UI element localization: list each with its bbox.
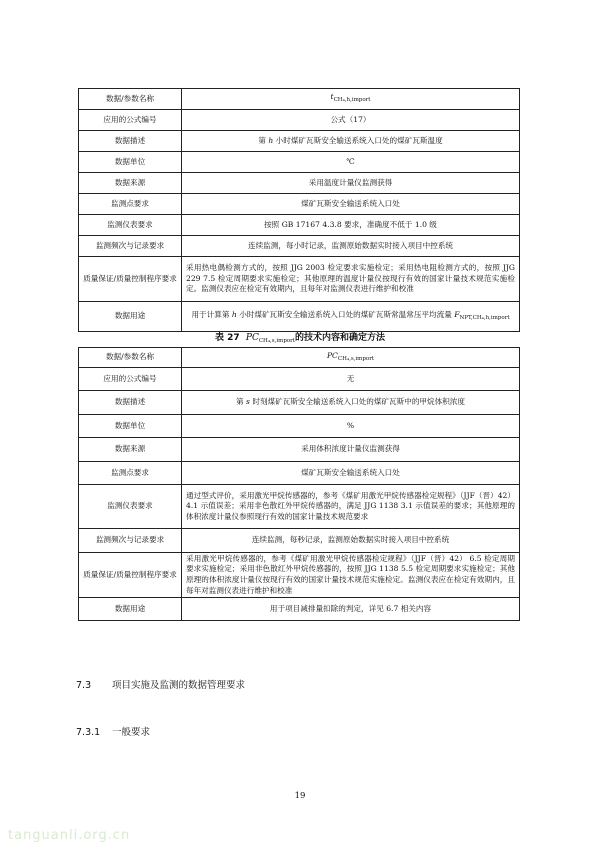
table-row bbox=[79, 257, 520, 302]
row-value: 连续监测，每小时记录，监测原始数据实时接入项目中控系统 bbox=[182, 236, 520, 257]
row-key: 数据单位 bbox=[79, 152, 182, 173]
table-row bbox=[79, 348, 520, 368]
flow-subscript: NPT,CH₄,h,import bbox=[459, 314, 510, 321]
page-number: 19 bbox=[294, 791, 306, 801]
flow-symbol: F bbox=[454, 309, 460, 319]
row-key: 质量保证/质量控制程序要求 bbox=[79, 553, 182, 598]
parameter-table-methane-concentration bbox=[78, 347, 520, 621]
table-row bbox=[79, 302, 520, 332]
subsection-title: 一般要求 bbox=[112, 727, 151, 738]
caption-prefix: 表 27 bbox=[214, 333, 240, 343]
row-key: 数据来源 bbox=[79, 173, 182, 194]
table-row bbox=[79, 415, 520, 438]
section-number: 7.3 bbox=[76, 680, 92, 691]
usage-var: h bbox=[231, 309, 237, 319]
table-row bbox=[79, 391, 520, 415]
row-value: 煤矿瓦斯安全输送系统入口处 bbox=[182, 194, 520, 215]
row-value: % bbox=[182, 415, 520, 438]
desc-pre: 第 bbox=[236, 397, 244, 407]
row-value: ℃ bbox=[182, 152, 520, 173]
table-row bbox=[79, 131, 520, 152]
row-key: 数据描述 bbox=[79, 391, 182, 415]
table-row bbox=[79, 194, 520, 215]
usage-post: 小时煤矿瓦斯安全输送系统入口处的煤矿瓦斯常温常压平均流量 bbox=[239, 309, 452, 319]
symbol-main: t bbox=[330, 92, 334, 102]
desc-post: 时刻煤矿瓦斯安全输送系统入口处的煤矿瓦斯中的甲烷体积浓度 bbox=[252, 397, 465, 407]
table-row bbox=[79, 462, 520, 485]
symbol-subscript: CH₄,s,import bbox=[337, 355, 375, 362]
table-row bbox=[79, 110, 520, 131]
symbol-main: PC bbox=[326, 350, 338, 360]
row-key: 监测仪表要求 bbox=[79, 215, 182, 236]
table-row bbox=[79, 152, 520, 173]
caption-subscript: CH₄,s,import bbox=[258, 338, 296, 344]
subsection-number: 7.3.1 bbox=[76, 727, 101, 738]
row-key: 数据/参数名称 bbox=[79, 348, 182, 368]
parameter-symbol bbox=[182, 89, 520, 110]
desc-var: h bbox=[268, 135, 274, 145]
row-value: 煤矿瓦斯安全输送系统入口处 bbox=[182, 462, 520, 485]
table-row bbox=[79, 368, 520, 391]
table-caption bbox=[0, 330, 600, 344]
row-key: 应用的公式编号 bbox=[79, 110, 182, 131]
section-heading bbox=[76, 677, 245, 691]
symbol-subscript: CH₄,h,import bbox=[333, 97, 371, 104]
row-value: 公式（17） bbox=[182, 110, 520, 131]
row-key: 数据/参数名称 bbox=[79, 89, 182, 110]
row-key: 监测仪表要求 bbox=[79, 485, 182, 529]
row-key: 数据来源 bbox=[79, 438, 182, 462]
section-title: 项目实施及监测的数据管理要求 bbox=[112, 680, 246, 691]
row-value: 采用体积浓度计量仪监测获得 bbox=[182, 438, 520, 462]
row-value: 用于项目减排量扣除的判定，详见 6.7 相关内容 bbox=[182, 598, 520, 621]
row-key: 监测频次与记录要求 bbox=[79, 529, 182, 553]
table-row bbox=[79, 529, 520, 553]
table-row bbox=[79, 438, 520, 462]
parameter-table-temperature bbox=[78, 88, 520, 332]
row-key: 监测频次与记录要求 bbox=[79, 236, 182, 257]
row-key: 数据用途 bbox=[79, 302, 182, 332]
row-value: 采用温度计量仪监测获得 bbox=[182, 173, 520, 194]
usage-pre: 用于计算第 bbox=[191, 309, 230, 319]
desc-pre: 第 bbox=[258, 135, 266, 145]
row-key: 数据单位 bbox=[79, 415, 182, 438]
desc-post: 小时煤矿瓦斯安全输送系统入口处的煤矿瓦斯温度 bbox=[275, 135, 443, 145]
row-value: 通过型式评价，采用激光甲烷传感器的，参考《煤矿用激光甲烷传感器检定规程》（JJF（晋）42）4.1 示值误差；采用非色散红外甲烷传感器的，满足 JJG 1138 3.1 示值误差的要求；其他原理的体积浓度计量仪参照现行有效的国家计量技术规范要求 bbox=[182, 485, 520, 529]
table-row bbox=[79, 236, 520, 257]
caption-suffix: 的技术内容和确定方法 bbox=[295, 333, 386, 343]
table-row bbox=[79, 89, 520, 110]
row-value: 无 bbox=[182, 368, 520, 391]
row-value: 连续监测，每秒记录，监测原始数据实时接入项目中控系统 bbox=[182, 529, 520, 553]
caption-symbol: PC bbox=[245, 333, 259, 343]
row-key: 数据描述 bbox=[79, 131, 182, 152]
row-key: 监测点要求 bbox=[79, 194, 182, 215]
desc-var: s bbox=[246, 397, 250, 407]
row-key: 应用的公式编号 bbox=[79, 368, 182, 391]
table-row bbox=[79, 215, 520, 236]
row-value bbox=[182, 391, 520, 415]
table-row bbox=[79, 553, 520, 598]
subsection-heading bbox=[76, 724, 150, 738]
row-key: 数据用途 bbox=[79, 598, 182, 621]
row-value bbox=[182, 131, 520, 152]
table-row bbox=[79, 173, 520, 194]
row-value: 采用激光甲烷传感器的，参考《煤矿用激光甲烷传感器检定规程》（JJF（晋）42） 6.5 检定周期要求实施检定；采用非色散红外甲烷传感器的，按照 JJG 1138 5.5 检定周期要求实施检定；其他原理的体积浓度计量仪按现行有效的国家计量技术规范实施检定。监测仪表应在检定有效期内，且每年对监测仪表进行维护和校准 bbox=[182, 553, 520, 598]
table-row bbox=[79, 485, 520, 529]
row-value: 采用热电偶检测方式的，按照 JJG 2003 检定要求实施检定；采用热电阻检测方式的，按照 JJG 229 7.5 检定周期要求实施检定；其他原理的温度计量仪按现行有效的国家计量技术规范实施检定。监测仪表应在检定有效期内，且每年对监测仪表进行维护和校准 bbox=[182, 257, 520, 302]
row-value bbox=[182, 302, 520, 332]
table-row bbox=[79, 598, 520, 621]
row-value: 按照 GB 17167 4.3.8 要求，准确度不低于 1.0 级 bbox=[182, 215, 520, 236]
parameter-symbol bbox=[182, 348, 520, 368]
watermark: tanguanli.org.cn bbox=[8, 828, 131, 843]
row-key: 监测点要求 bbox=[79, 462, 182, 485]
row-key: 质量保证/质量控制程序要求 bbox=[79, 257, 182, 302]
